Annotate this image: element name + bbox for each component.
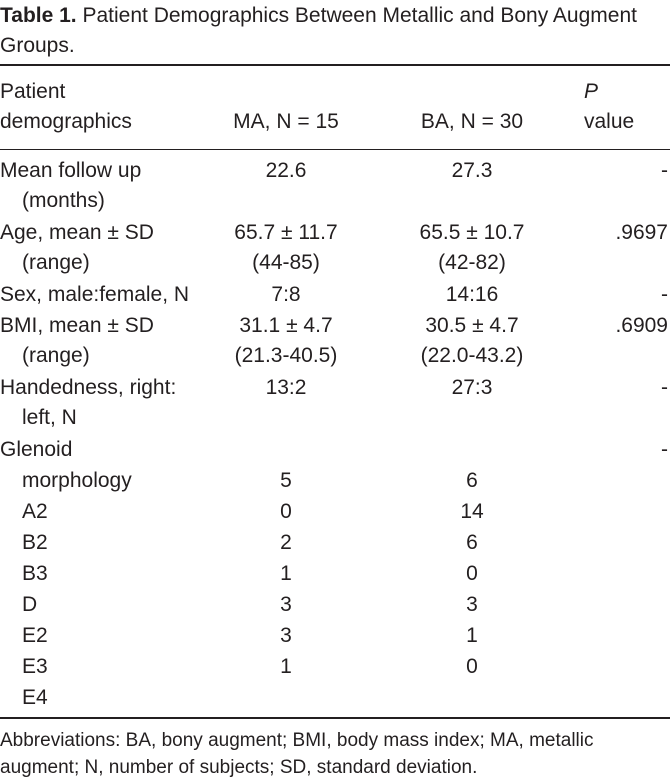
morph-e4-label: E4 xyxy=(22,686,48,709)
morph-d-label: D xyxy=(22,593,38,616)
row-sex-p: - xyxy=(661,283,668,306)
row-sex-ba: 14:16 xyxy=(445,283,499,306)
header-p-value-line1: P xyxy=(584,80,599,103)
row-glenoid-label-2: morphology xyxy=(22,469,132,492)
row-handedness-label-2: left, N xyxy=(22,406,77,429)
row-age-ba-range: (42-82) xyxy=(438,251,506,274)
row-handedness-ma: 13:2 xyxy=(265,376,307,399)
row-follow-up-label-2: (months) xyxy=(22,189,105,212)
row-handedness-p: - xyxy=(661,376,668,399)
row-handedness-ba: 27:3 xyxy=(451,376,493,399)
morph-e3-label: E3 xyxy=(22,655,48,678)
row-bmi-ba-range: (22.0-43.2) xyxy=(420,344,524,367)
header-ba: BA, N = 30 xyxy=(420,110,524,133)
morph-a2-ba: 6 xyxy=(466,469,478,492)
row-handedness-label: Handedness, right: xyxy=(0,376,177,399)
morph-b3-label: B3 xyxy=(22,562,48,585)
morph-b3-ba: 6 xyxy=(466,531,478,554)
header-p-value-line2: value xyxy=(584,110,635,133)
row-bmi-label-2: (range) xyxy=(22,344,90,367)
row-follow-up-ba: 27.3 xyxy=(451,159,493,182)
row-age-label: Age, mean ± SD xyxy=(0,221,154,244)
top-rule xyxy=(0,64,670,66)
row-bmi-label: BMI, mean ± SD xyxy=(0,314,154,337)
row-sex-label: Sex, male:female, N xyxy=(0,283,190,306)
morph-d-ma: 1 xyxy=(280,562,292,585)
bottom-rule xyxy=(0,717,670,719)
row-glenoid-p: - xyxy=(661,438,668,461)
morph-e2-ba: 3 xyxy=(466,593,478,616)
header-patient-demographics-line1: Patient xyxy=(0,80,66,103)
row-age-ma: 65.7 ± 11.7 xyxy=(234,221,338,244)
row-age-label-2: (range) xyxy=(22,251,90,274)
row-bmi-p: .6909 xyxy=(615,314,668,337)
morph-b2-ba: 14 xyxy=(460,500,484,523)
morph-e3-ba: 1 xyxy=(466,624,478,647)
table-footnote: Abbreviations: BA, bony augment; BMI, body mass index; MA, metallic augment; N, number of subjects; SD, standard deviation. xyxy=(0,730,594,778)
row-bmi-ba: 30.5 ± 4.7 xyxy=(425,314,519,337)
header-rule xyxy=(0,149,670,150)
morph-b2-label: B2 xyxy=(22,531,48,554)
header-ma: MA, N = 15 xyxy=(233,110,339,133)
row-sex-ma: 7:8 xyxy=(271,283,301,306)
row-follow-up-label: Mean follow up xyxy=(0,159,142,182)
row-bmi-ma-range: (21.3-40.5) xyxy=(234,344,338,367)
morph-d-ba: 0 xyxy=(466,562,478,585)
row-bmi-ma: 31.1 ± 4.7 xyxy=(239,314,333,337)
table-caption xyxy=(0,1,668,61)
row-follow-up-p: - xyxy=(661,159,668,182)
row-age-p: .9697 xyxy=(615,221,668,244)
table-title: Patient Demographics Between Metallic and Bony Augment Groups. xyxy=(0,4,637,57)
morph-e2-ma: 3 xyxy=(280,593,292,616)
table-label: Table 1. xyxy=(0,4,77,27)
row-age-ma-range: (44-85) xyxy=(252,251,320,274)
row-age-ba: 65.5 ± 10.7 xyxy=(419,221,525,244)
morph-b2-ma: 0 xyxy=(280,500,292,523)
morph-a2-label: A2 xyxy=(22,500,48,523)
morph-e3-ma: 3 xyxy=(280,624,292,647)
header-patient-demographics-line2: demographics xyxy=(0,110,132,133)
morph-e2-label: E2 xyxy=(22,624,48,647)
morph-e4-ba: 0 xyxy=(466,655,478,678)
morph-a2-ma: 5 xyxy=(280,469,292,492)
morph-b3-ma: 2 xyxy=(280,531,292,554)
row-follow-up-ma: 22.6 xyxy=(265,159,307,182)
row-glenoid-label: Glenoid xyxy=(0,438,73,461)
morph-e4-ma: 1 xyxy=(280,655,292,678)
